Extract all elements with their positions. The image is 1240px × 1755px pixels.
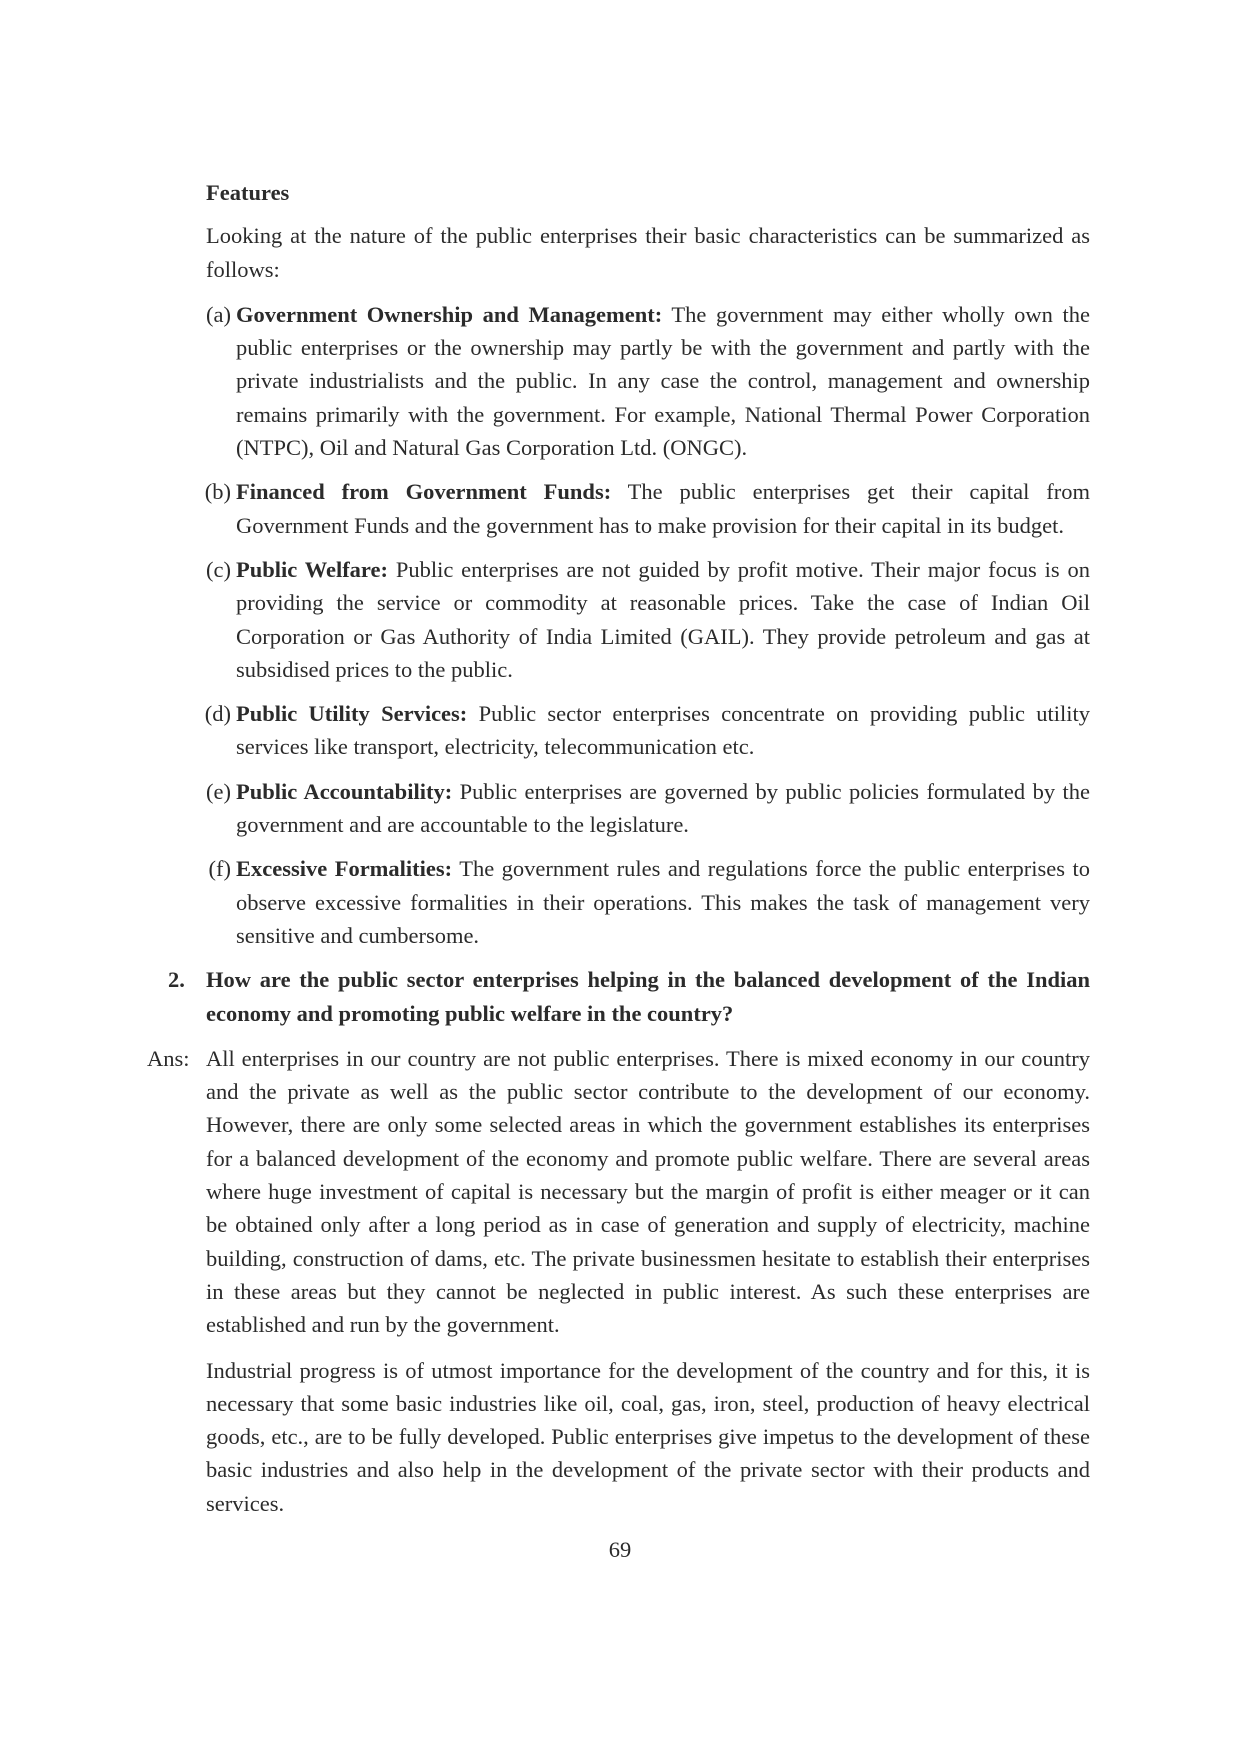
feature-title: Public Utility Services: (236, 701, 468, 727)
feature-marker: (d) (204, 701, 231, 727)
feature-title: Government Ownership and Management: (236, 301, 663, 327)
feature-marker: (a) (206, 301, 231, 327)
answer-block (147, 1042, 1090, 1520)
feature-item (206, 553, 1090, 686)
answer-paragraph: Industrial progress is of utmost importance for the development of the country and for this, it is necessary that some basic industries like oil, coal, gas, iron, steel, production of heavy electrical goods, etc., are to be fully developed. Public enterprises give impetus to the development of these basic industries and also help in the development of the private sector with their products and services. (206, 1357, 1090, 1516)
feature-item (206, 775, 1090, 842)
page-content (147, 176, 1091, 1532)
feature-text: The government may either wholly own the public enterprises or the ownership may partly be with the government and partly with the private industrialists and the public. In any case the control, management and ownership remains primarily with the government. For example, National Thermal Power Corporation (NTPC), Oil and Natural Gas Corporation Ltd. (ONGC). (236, 301, 1090, 461)
feature-text: Public enterprises are governed by public policies formulated by the government and are accountable to the legislature. (236, 778, 1090, 838)
feature-text: Public sector enterprises concentrate on providing public utility services like transport, electricity, telecommunication etc. (236, 701, 1090, 760)
feature-item (206, 852, 1090, 952)
intro-paragraph: Looking at the nature of the public enterprises their basic characteristics can be summarized as follows: (206, 223, 1090, 282)
feature-marker: (c) (206, 556, 231, 582)
answer-label: Ans: (147, 1045, 190, 1071)
answer-paragraph: All enterprises in our country are not public enterprises. There is mixed economy in our country and the private as well as the public sector contribute to the development of our economy. However, there are only some selected areas in which the government establishes its enterprises for a balanced development of the economy and promote public welfare. There are several areas where huge investment of capital is necessary but the margin of profit is either meager or it can be obtained only after a long period as in case of generation and supply of electricity, machine building, construction of dams, etc. The private businessmen hesitate to establish their enterprises in these areas but they cannot be neglected in public interest. As such these enterprises are established and run by the government. (206, 1045, 1090, 1338)
feature-title: Excessive Formalities: (236, 856, 453, 882)
question-number: 2. (168, 967, 185, 993)
feature-marker: (e) (206, 778, 231, 804)
feature-title: Public Welfare: (236, 556, 388, 582)
page-number: 69 (608, 1537, 632, 1562)
question-text: How are the public sector enterprises helping in the balanced development of the Indian economy and promoting public welfare in the country? (206, 967, 1090, 1026)
feature-item (206, 697, 1090, 764)
feature-title: Public Accountability: (236, 778, 453, 804)
feature-text: The government rules and regulations force the public enterprises to observe excessive formalities in their operations. This makes the task of management very sensitive and cumbersome. (236, 856, 1090, 948)
feature-item (206, 475, 1090, 542)
section-heading: Features (206, 180, 290, 205)
feature-title: Financed from Government Funds: (236, 479, 612, 505)
features-list (206, 298, 1090, 952)
feature-marker: (f) (208, 856, 231, 882)
feature-text: The public enterprises get their capital from Government Funds and the government has to make provision for their capital in its budget. (236, 479, 1090, 538)
question-block (168, 963, 1090, 1030)
feature-marker: (b) (204, 479, 231, 505)
feature-text: Public enterprises are not guided by profit motive. Their major focus is on providing the service or commodity at reasonable prices. Take the case of Indian Oil Corporation or Gas Authority of India Limited (GAIL). They provide petroleum and gas at subsidised prices to the public. (236, 556, 1091, 682)
feature-item (206, 298, 1090, 464)
